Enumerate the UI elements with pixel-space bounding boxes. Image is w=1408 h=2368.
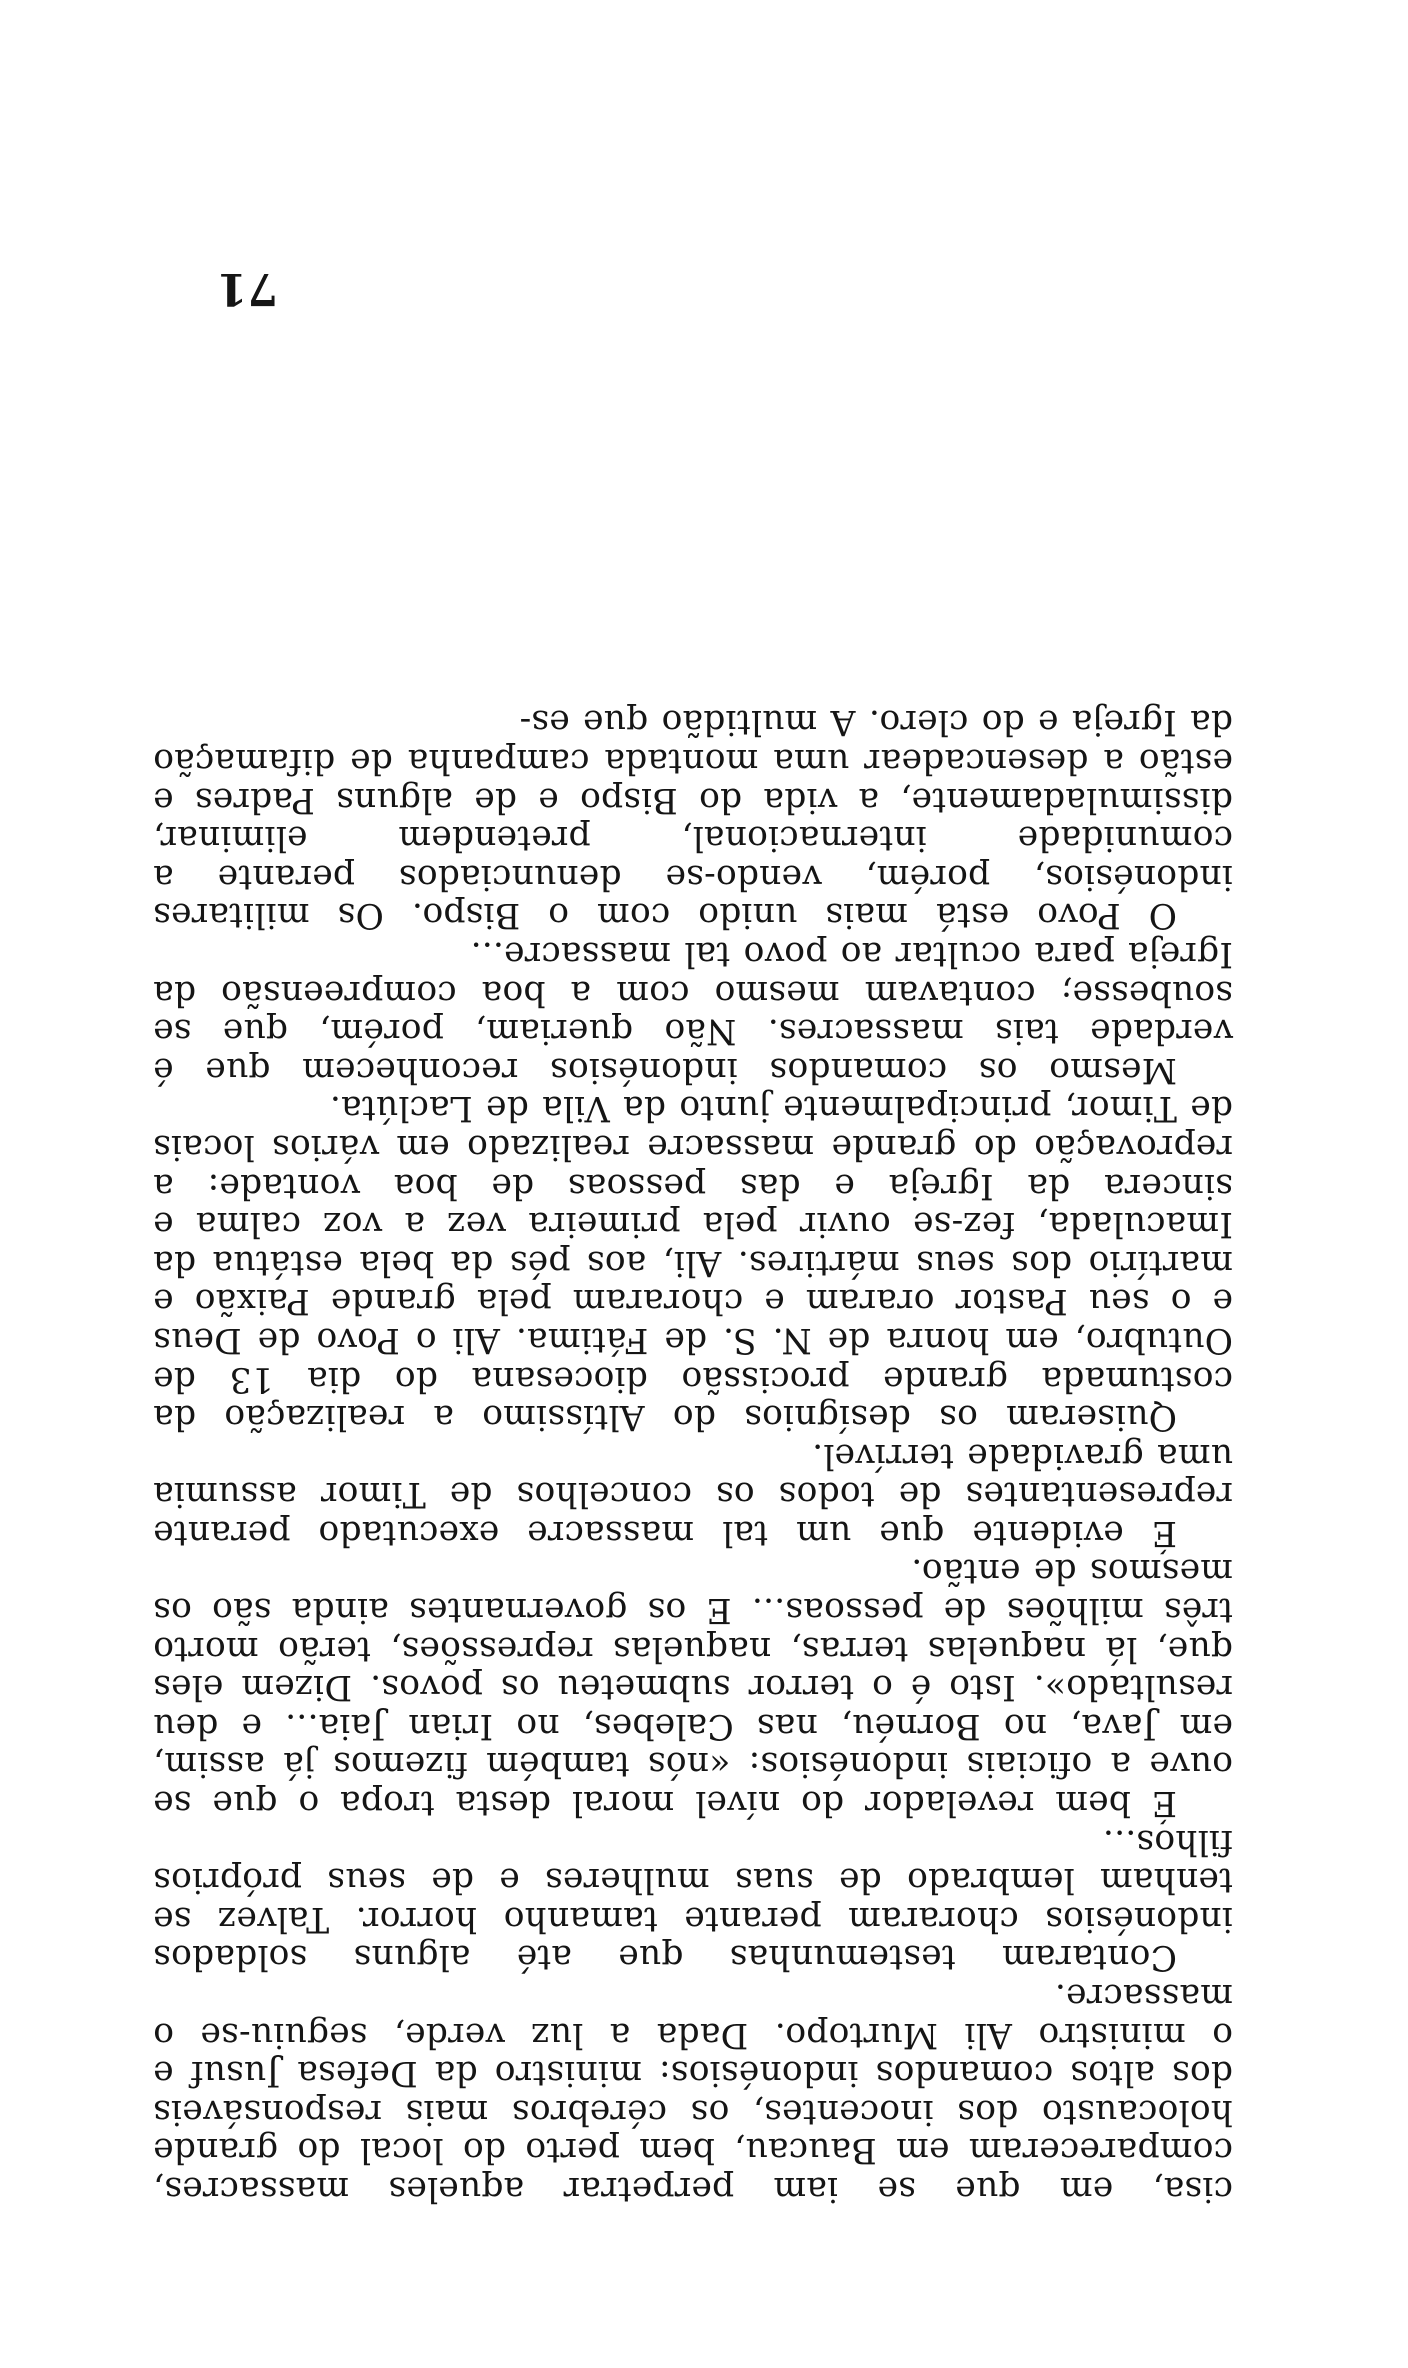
paragraph: É bem revelador do nível moral desta tropa o que se ouve a oficiais indonésios: «nós também fizemos já assim, em Java, no Bornéu, nas Calebes, no Irian Jaia... e deu resultado». Isto é o terror submeteu os povos. Dizem eles que, lá naquelas terras, naquelas repressões, terão morto três milhões de pessoas... E os governantes ainda são os mesmos de então. [153,1551,1233,1824]
paragraph: Quiseram os desígnios do Altíssimo a realização da costumada grande procissão diocesana do dia 13 de Outubro, em honra de N. S. de Fátima. Ali o Povo de Deus e o seu Pastor oraram e choraram pela grande Paixão e martírio dos seus mártires. Ali, aos pés da bela estátua da Imaculada, fez-se ouvir pela primeira vez a voz calma e sincera da Igreja e das pessoas de boa vontade: a reprovação do grande massacre realizado em vários locais de Timor, principalmente junto da Vila de Laclúta. [153,1088,1233,1438]
page-number: 71 [216,263,278,314]
paragraph: cisa, em que se iam perpetrar aqueles massacres, compareceram em Baucau, bem perto do local do grande holocausto dos inocentes, os cérebros mais responsáveis dos altos comandos indonésios: ministro da Defesa Jusuf e o ministro Ali Murtopo. Dada a luz verde, seguiu-se o massacre. [153,1976,1233,2209]
paragraph: Contaram testemunhas que até alguns soldados indonésios choraram perante tamanho horror. Talvez se tenham lembrado de suas mulheres e de seus próprios filhos... [153,1821,1233,1978]
paragraph: O Povo está mais unido com o Bispo. Os militares indonésios, porém, vendo-se denunciados perante a comunidade internacional, pretendem eliminar, dissimuladamente, a vida do Bispo e de alguns Padres e estão a desencadear uma montada campanha de difamação da Igreja e do clero. A multidão que es- [153,702,1233,936]
paragraph: Mesmo os comandos indonésios reconhecem que é verdade tais massacres. Não queriam, porém, que se soubesse; contavam mesmo com a boa compreensão da Igreja para ocultar ao povo tal massacre... [153,934,1233,1090]
paragraph: É evidente que um tal massacre executado perante representantes de todos os concelhos de Timor assumia uma gravidade terrível. [153,1435,1233,1553]
body-text [153,703,1233,2208]
